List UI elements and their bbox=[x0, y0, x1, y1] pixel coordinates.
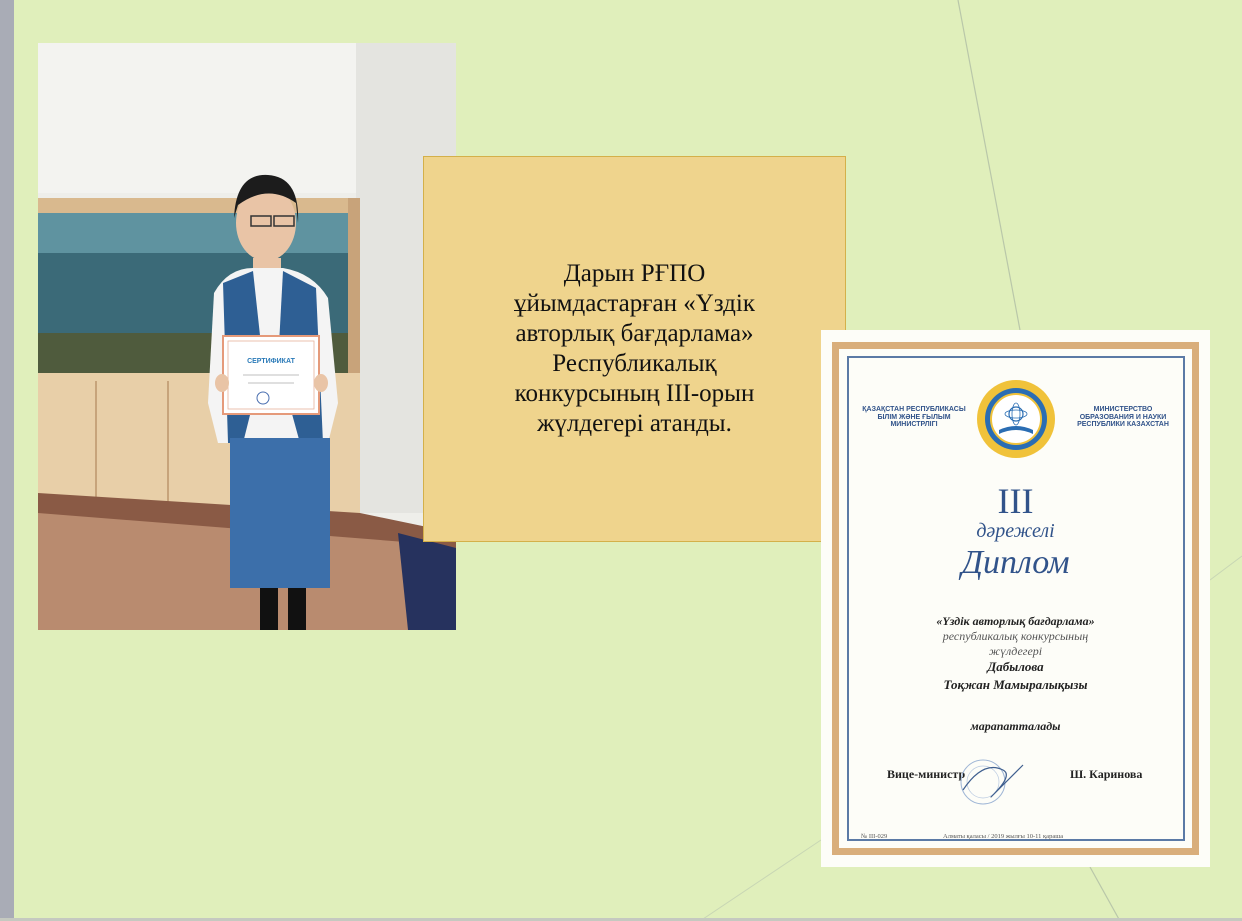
signature-stamp bbox=[953, 750, 1033, 810]
diploma-contest-line2: республикалық конкурсының bbox=[942, 629, 1089, 643]
caption-box bbox=[423, 156, 846, 542]
diploma-signer-name: Ш. Каринова bbox=[1070, 767, 1143, 781]
diploma-degree-roman: III bbox=[997, 481, 1034, 521]
diploma-number: № III-029 bbox=[861, 833, 888, 840]
diploma-signer-title: Вице-министр bbox=[887, 767, 966, 781]
diploma-place-date: Алматы қаласы / 2019 жылғы 10-11 қараша bbox=[943, 833, 1064, 840]
ministry-emblem-icon bbox=[975, 378, 1057, 460]
caption-text: Дарын РҒПО ұйымдастарған «Үздік авторлық бағдарлама» Республикалық конкурсының ІІІ-орын жүлдегері атанды. bbox=[513, 260, 755, 437]
certificate-title: СЕРТИФИКАТ bbox=[247, 358, 295, 365]
diploma-image bbox=[821, 330, 1210, 867]
diploma-degree-word: дәрежелі bbox=[976, 520, 1055, 542]
diploma-left-heading: ҚАЗАҚСТАН РЕСПУБЛИКАСЫ БІЛІМ ЖӘНЕ ҒЫЛЫМ МИНИСТРЛІГІ bbox=[862, 406, 966, 428]
diploma-awarded: марапатталады bbox=[970, 719, 1061, 733]
award-photo bbox=[38, 43, 456, 630]
diploma-recipient-surname: Дабылова bbox=[987, 659, 1044, 674]
diploma-contest-line3: жүлдегері bbox=[988, 644, 1043, 658]
diploma-contest-name: «Үздік авторлық бағдарлама» bbox=[936, 614, 1095, 628]
diploma-title: Диплом bbox=[961, 544, 1070, 581]
diploma-recipient-name: Тоқжан Мамыралықызы bbox=[943, 677, 1088, 692]
diploma-right-heading: МИНИСТЕРСТВО ОБРАЗОВАНИЯ И НАУКИ РЕСПУБЛИКИ КАЗАХСТАН bbox=[1077, 406, 1169, 428]
